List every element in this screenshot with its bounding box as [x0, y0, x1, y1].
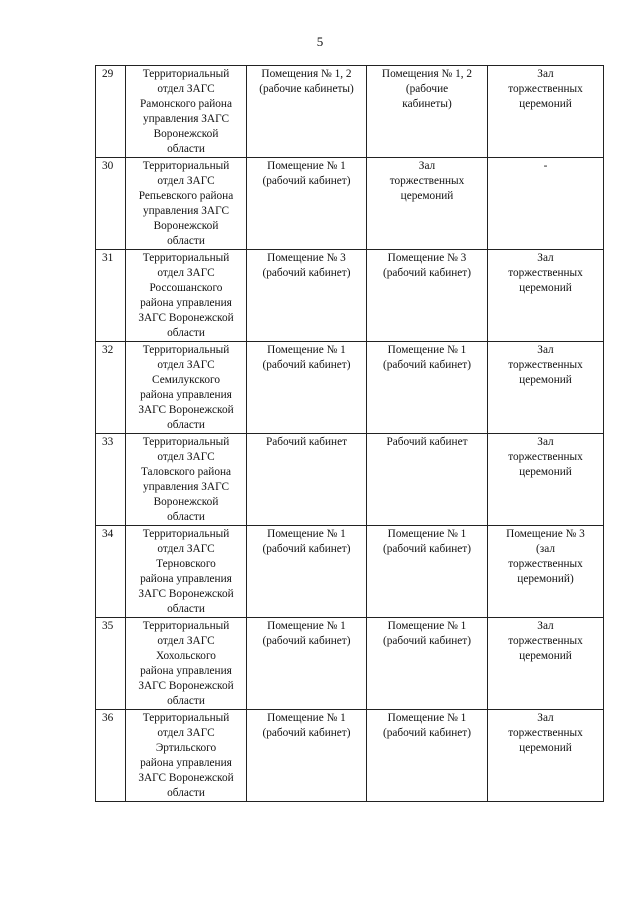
row-number-cell-text: 30 [102, 160, 114, 172]
office-name-cell [126, 342, 247, 434]
row-number-cell-text: 36 [102, 712, 114, 724]
premises-column-a-cell-text: Помещение № 1 (рабочий кабинет) [262, 528, 351, 555]
premises-column-b-cell [367, 526, 488, 618]
premises-column-a-cell-text: Помещения № 1, 2 (рабочие кабинеты) [259, 68, 354, 95]
premises-column-b-cell [367, 618, 488, 710]
office-name-cell [126, 710, 247, 802]
office-name-cell-text: Территориальный отдел ЗАГС Эртильского района управления ЗАГС Воронежской области [138, 712, 234, 799]
office-name-cell-text: Территориальный отдел ЗАГС Хохольского района управления ЗАГС Воронежской области [138, 620, 234, 707]
premises-column-b-cell-text: Помещение № 1 (рабочий кабинет) [382, 528, 471, 555]
registry-table [95, 65, 604, 802]
office-name-cell-text: Территориальный отдел ЗАГС Рамонского района управления ЗАГС Воронежской области [140, 68, 232, 155]
office-name-cell-text: Территориальный отдел ЗАГС Репьевского района управления ЗАГС Воронежской области [138, 160, 234, 247]
premises-column-a-cell-text: Помещение № 3 (рабочий кабинет) [262, 252, 351, 279]
premises-column-b-cell-text: Помещение № 1 (рабочий кабинет) [382, 344, 471, 371]
office-name-cell [126, 250, 247, 342]
premises-column-a-cell-text: Рабочий кабинет [265, 436, 348, 448]
premises-column-a-cell [247, 250, 367, 342]
premises-column-c-cell-text: Зал торжественных церемоний [508, 68, 583, 110]
premises-column-a-cell [247, 618, 367, 710]
row-number-cell-text: 35 [102, 620, 114, 632]
premises-column-b-cell-text: Помещение № 1 (рабочий кабинет) [382, 712, 471, 739]
row-number-cell [96, 434, 126, 526]
page-number: 5 [316, 34, 324, 49]
premises-column-b-cell [367, 434, 488, 526]
premises-column-c-cell [488, 66, 604, 158]
office-name-cell [126, 66, 247, 158]
premises-column-c-cell [488, 710, 604, 802]
premises-column-a-cell [247, 342, 367, 434]
premises-column-c-cell [488, 434, 604, 526]
premises-column-a-cell [247, 66, 367, 158]
premises-column-c-cell-text: - [543, 160, 548, 172]
premises-column-c-cell [488, 158, 604, 250]
premises-column-c-cell-text: Зал торжественных церемоний [508, 712, 583, 754]
premises-column-a-cell [247, 526, 367, 618]
row-number-cell-text: 29 [102, 68, 114, 80]
row-number-cell [96, 526, 126, 618]
office-name-cell-text: Территориальный отдел ЗАГС Россошанского района управления ЗАГС Воронежской области [138, 252, 234, 339]
premises-column-b-cell-text: Помещения № 1, 2 (рабочие кабинеты) [381, 68, 473, 110]
row-number-cell [96, 66, 126, 158]
premises-column-a-cell-text: Помещение № 1 (рабочий кабинет) [262, 160, 351, 187]
row-number-cell-text: 32 [102, 344, 114, 356]
table-row [96, 618, 604, 710]
row-number-cell [96, 342, 126, 434]
row-number-cell-text: 33 [102, 436, 114, 448]
office-name-cell-text: Территориальный отдел ЗАГС Таловского района управления ЗАГС Воронежской области [140, 436, 232, 523]
row-number-cell [96, 710, 126, 802]
premises-column-c-cell-text: Зал торжественных церемоний [508, 252, 583, 294]
premises-column-c-cell [488, 618, 604, 710]
premises-column-b-cell [367, 158, 488, 250]
office-name-cell-text: Территориальный отдел ЗАГС Семилукского района управления ЗАГС Воронежской области [138, 344, 234, 431]
table-body [96, 66, 604, 802]
premises-column-b-cell-text: Зал торжественных церемоний [389, 160, 465, 202]
office-name-cell [126, 158, 247, 250]
premises-column-c-cell [488, 526, 604, 618]
office-name-cell [126, 526, 247, 618]
premises-column-c-cell [488, 342, 604, 434]
premises-column-b-cell-text: Рабочий кабинет [386, 436, 468, 448]
premises-column-c-cell-text: Зал торжественных церемоний [508, 436, 583, 478]
premises-column-b-cell [367, 342, 488, 434]
premises-column-a-cell [247, 710, 367, 802]
premises-column-a-cell-text: Помещение № 1 (рабочий кабинет) [262, 712, 351, 739]
table-row [96, 710, 604, 802]
office-name-cell [126, 618, 247, 710]
premises-column-b-cell [367, 250, 488, 342]
office-name-cell-text: Территориальный отдел ЗАГС Терновского района управления ЗАГС Воронежской области [138, 528, 234, 615]
table-row [96, 342, 604, 434]
row-number-cell-text: 34 [102, 528, 114, 540]
row-number-cell [96, 158, 126, 250]
premises-column-b-cell-text: Помещение № 1 (рабочий кабинет) [382, 620, 471, 647]
premises-column-a-cell [247, 158, 367, 250]
premises-column-c-cell-text: Зал торжественных церемоний [508, 620, 583, 662]
row-number-cell [96, 618, 126, 710]
premises-column-b-cell-text: Помещение № 3 (рабочий кабинет) [382, 252, 471, 279]
table-row [96, 526, 604, 618]
premises-column-a-cell [247, 434, 367, 526]
premises-column-c-cell [488, 250, 604, 342]
premises-column-a-cell-text: Помещение № 1 (рабочий кабинет) [262, 344, 351, 371]
office-name-cell [126, 434, 247, 526]
row-number-cell [96, 250, 126, 342]
table-row [96, 250, 604, 342]
premises-column-a-cell-text: Помещение № 1 (рабочий кабинет) [262, 620, 351, 647]
table-row [96, 158, 604, 250]
table-row [96, 66, 604, 158]
premises-column-b-cell [367, 66, 488, 158]
row-number-cell-text: 31 [102, 252, 114, 264]
table-row [96, 434, 604, 526]
premises-column-b-cell [367, 710, 488, 802]
premises-column-c-cell-text: Зал торжественных церемоний [508, 344, 583, 386]
premises-column-c-cell-text: Помещение № 3 (зал торжественных церемоний) [506, 528, 585, 585]
